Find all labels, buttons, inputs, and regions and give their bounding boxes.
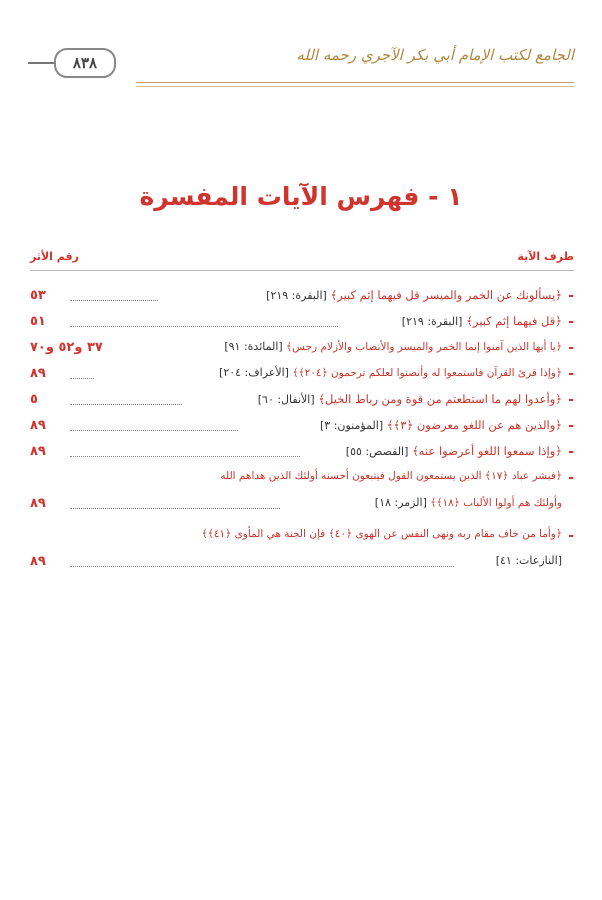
running-title: الجامع لكتب الإمام أبي بكر الآجري رحمه الله	[296, 46, 574, 64]
index-row	[30, 310, 574, 336]
page-number: ٨٣٨	[54, 48, 116, 78]
athar-number: ٥	[30, 392, 38, 407]
verse-reference: [الأنفال: ٦٠]	[257, 393, 315, 406]
athar-number: ٨٩	[30, 554, 46, 569]
index-list	[30, 284, 574, 582]
row-dash: -	[568, 444, 574, 460]
verse-reference: [الزمر: ١٨]	[374, 496, 427, 509]
index-row	[30, 524, 574, 582]
athar-number: ٨٩	[30, 444, 46, 459]
leader-dots	[70, 300, 158, 301]
verse-text-continued: وأولئك هم أولوا الألباب ﴿١٨﴾﴾ [الزمر: ١٨]	[374, 496, 562, 509]
column-headers	[30, 250, 574, 272]
leader-dots	[70, 508, 280, 509]
page-title: ١ - فهرس الآيات المفسرة	[139, 182, 463, 211]
athar-number: ٣٧ و٥٢ و٧٠	[30, 340, 103, 355]
verse-text: ﴿وأعدوا لهم ما استطعتم من قوة ومن رباط الخيل﴾ [الأنفال: ٦٠]	[257, 392, 562, 406]
header-rule-thin	[136, 86, 574, 87]
row-dash: -	[568, 288, 574, 304]
verse-reference: [القصص: ٥٥]	[345, 445, 409, 458]
row-dash: -	[568, 418, 574, 434]
verse-text: ﴿فبشر عباد ﴿١٧﴾ الذين يستمعون القول فيتبعون أحسنه أولئك الذين هداهم الله	[220, 470, 562, 482]
index-row	[30, 466, 574, 524]
page-number-box	[28, 48, 116, 78]
verse-reference: [المائدة: ٩١]	[224, 340, 283, 353]
verse-text: ﴿وإذا سمعوا اللغو أعرضوا عنه﴾ [القصص: ٥٥]	[345, 444, 562, 458]
verse-text: ﴿وأما من خاف مقام ربه ونهى النفس عن الهوى ﴿٤٠﴾ فإن الجنة هي المأوى ﴿٤١﴾﴾	[201, 528, 562, 540]
header-rule	[136, 82, 574, 83]
column-rule	[30, 270, 574, 271]
verse-text: ﴿يسألونك عن الخمر والميسر قل فيهما إثم كبير﴾ [البقرة: ٢١٩]	[266, 288, 562, 302]
leader-dots	[70, 378, 94, 379]
row-dash: -	[568, 366, 574, 382]
athar-number: ٨٩	[30, 496, 46, 511]
verse-reference: [البقرة: ٢١٩]	[401, 315, 463, 328]
leader-dots	[70, 566, 454, 567]
leader-dots	[70, 430, 238, 431]
page-header	[28, 44, 574, 96]
leader-dots	[70, 404, 182, 405]
page-number-rule	[28, 62, 54, 64]
row-dash: -	[568, 392, 574, 408]
leader-dots	[70, 456, 300, 457]
athar-number: ٥٣	[30, 288, 46, 303]
verse-reference: [البقرة: ٢١٩]	[266, 289, 327, 302]
index-row	[30, 362, 574, 388]
index-row	[30, 414, 574, 440]
athar-number: ٨٩	[30, 418, 46, 433]
row-dash: -	[568, 528, 574, 544]
index-row	[30, 336, 574, 362]
index-row	[30, 388, 574, 414]
verse-reference: [النازعات: ٤١]	[495, 554, 562, 567]
verse-reference: [المؤمنون: ٣]	[320, 419, 384, 432]
athar-number: ٥١	[30, 314, 46, 329]
verse-text-continued	[496, 554, 562, 567]
verse-reference: [الأعراف: ٢٠٤]	[219, 366, 289, 379]
row-dash: -	[568, 470, 574, 486]
column-header-verse: طرف الآية	[517, 250, 574, 263]
index-row	[30, 440, 574, 466]
index-row	[30, 284, 574, 310]
row-dash: -	[568, 340, 574, 356]
column-header-number: رقم الأثر	[30, 250, 79, 263]
verse-text: ﴿والذين هم عن اللغو معرضون ﴿٣﴾﴾ [المؤمنون: ٣]	[320, 418, 562, 432]
athar-number: ٨٩	[30, 366, 46, 381]
row-dash: -	[568, 314, 574, 330]
leader-dots	[70, 326, 338, 327]
verse-text: ﴿قل فيهما إثم كبير﴾ [البقرة: ٢١٩]	[401, 314, 562, 328]
verse-text: ﴿يا أيها الذين آمنوا إنما الخمر والميسر والأنصاب والأزلام رجس﴾ [المائدة: ٩١]	[224, 340, 562, 353]
verse-text: ﴿وإذا قرئ القرآن فاستمعوا له وأنصتوا لعلكم ترحمون ﴿٢٠٤﴾﴾ [الأعراف: ٢٠٤]	[219, 366, 562, 379]
